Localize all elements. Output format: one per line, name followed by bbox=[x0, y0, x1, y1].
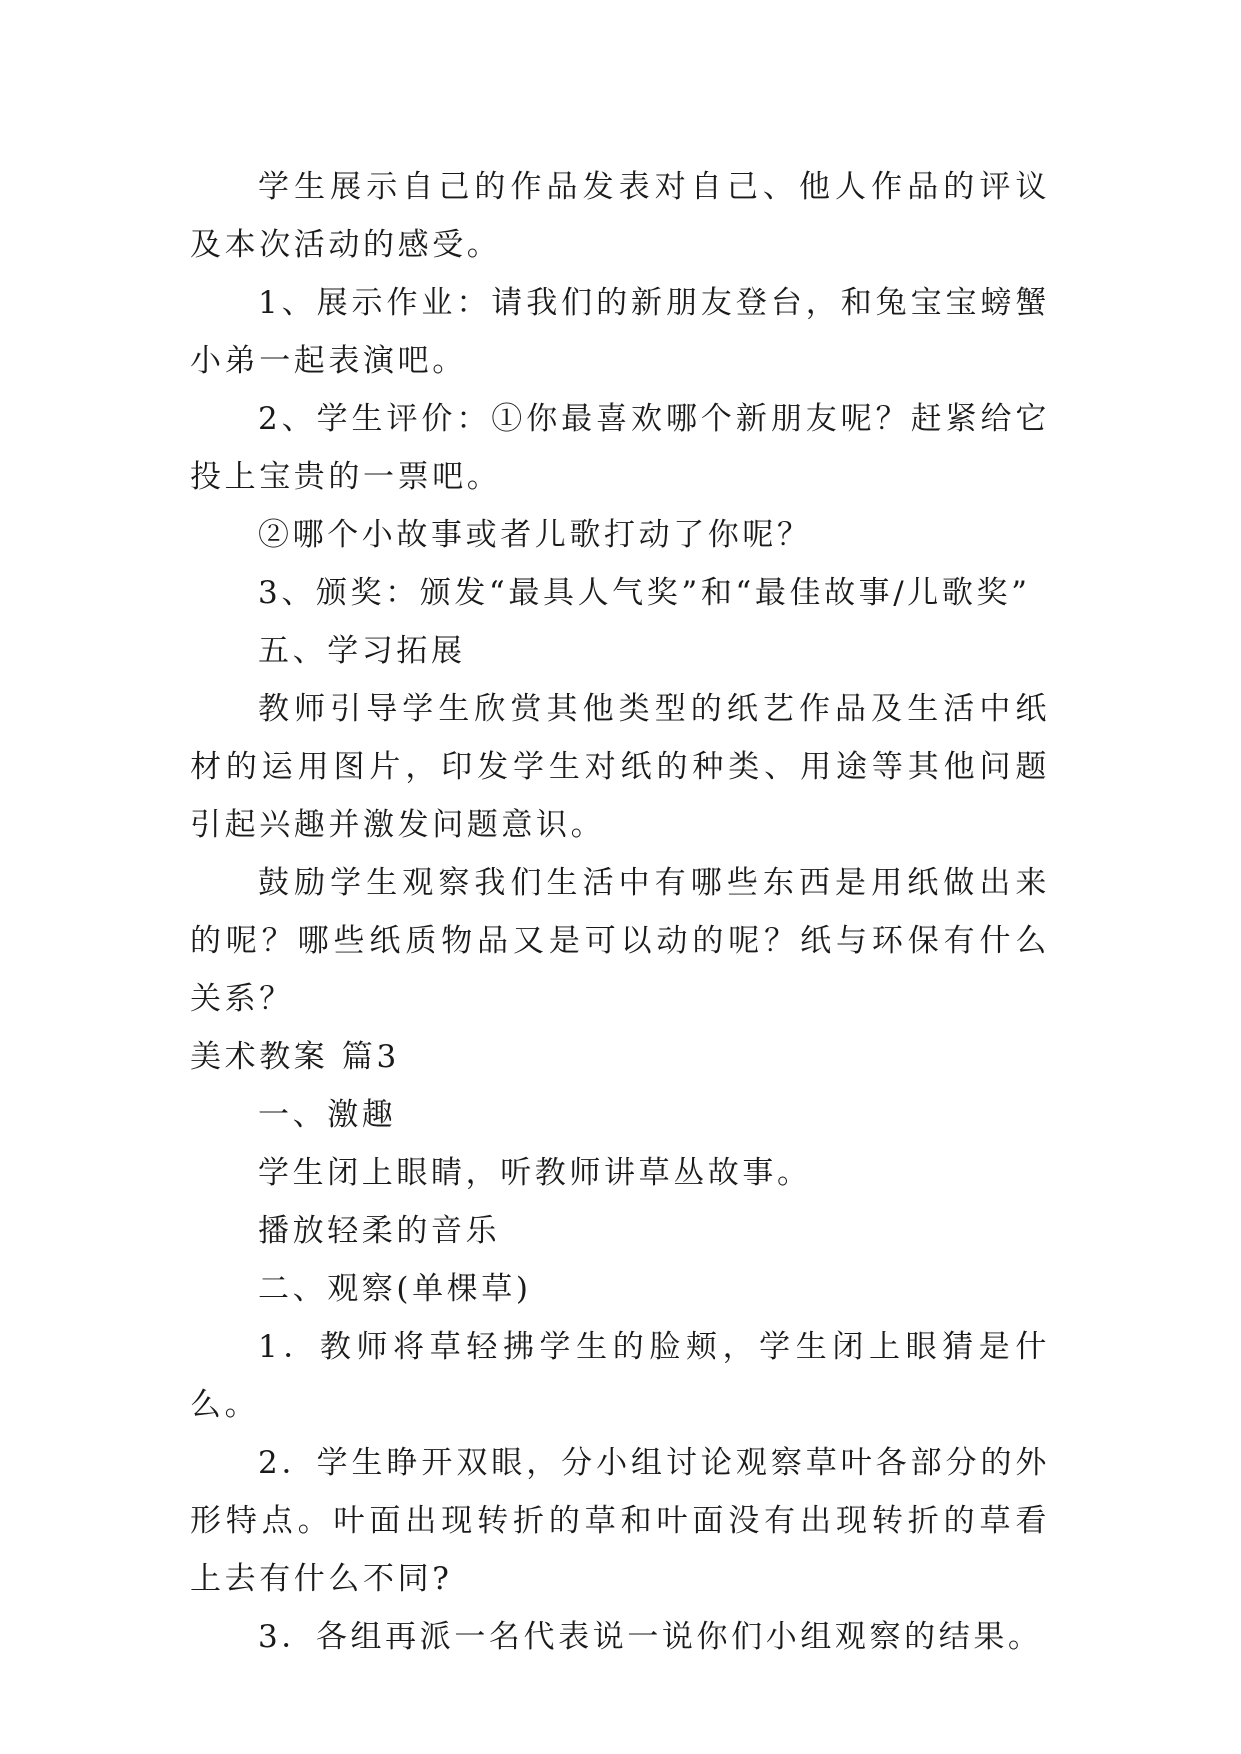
paragraph: 1、展示作业：请我们的新朋友登台，和兔宝宝螃蟹小弟一起表演吧。 bbox=[190, 285, 1050, 379]
paragraph: 3、颁奖：颁发“最具人气奖”和“最佳故事/儿歌奖” bbox=[258, 575, 1031, 611]
document-body bbox=[190, 158, 1050, 1666]
section-heading: 五、学习拓展 bbox=[258, 633, 466, 669]
document-title: 美术教案 篇3 bbox=[190, 1039, 400, 1075]
paragraph: 教师引导学生欣赏其他类型的纸艺作品及生活中纸材的运用图片，印发学生对纸的种类、用途等其他问题引起兴趣并激发问题意识。 bbox=[190, 691, 1050, 843]
section-heading: 二、观察(单棵草) bbox=[258, 1271, 532, 1307]
list-item: 2．学生睁开双眼，分小组讨论观察草叶各部分的外形特点。叶面出现转折的草和叶面没有出现转折的草看上去有什么不同? bbox=[190, 1445, 1050, 1597]
section-heading: 一、激趣 bbox=[258, 1097, 397, 1133]
paragraph: 2、学生评价：①你最喜欢哪个新朋友呢？赶紧给它投上宝贵的一票吧。 bbox=[190, 401, 1050, 495]
list-item: 1．教师将草轻拂学生的脸颊，学生闭上眼猜是什么。 bbox=[190, 1329, 1050, 1423]
paragraph: ②哪个小故事或者儿歌打动了你呢？ bbox=[258, 517, 812, 553]
list-item: 3．各组再派一名代表说一说你们小组观察的结果。 bbox=[258, 1619, 1043, 1655]
paragraph: 播放轻柔的音乐 bbox=[258, 1213, 501, 1249]
paragraph: 学生闭上眼睛，听教师讲草丛故事。 bbox=[258, 1155, 812, 1191]
paragraph: 学生展示自己的作品发表对自己、他人作品的评议及本次活动的感受。 bbox=[190, 169, 1050, 263]
paragraph: 鼓励学生观察我们生活中有哪些东西是用纸做出来的呢？哪些纸质物品又是可以动的呢？纸与环保有什么关系？ bbox=[190, 865, 1050, 1017]
